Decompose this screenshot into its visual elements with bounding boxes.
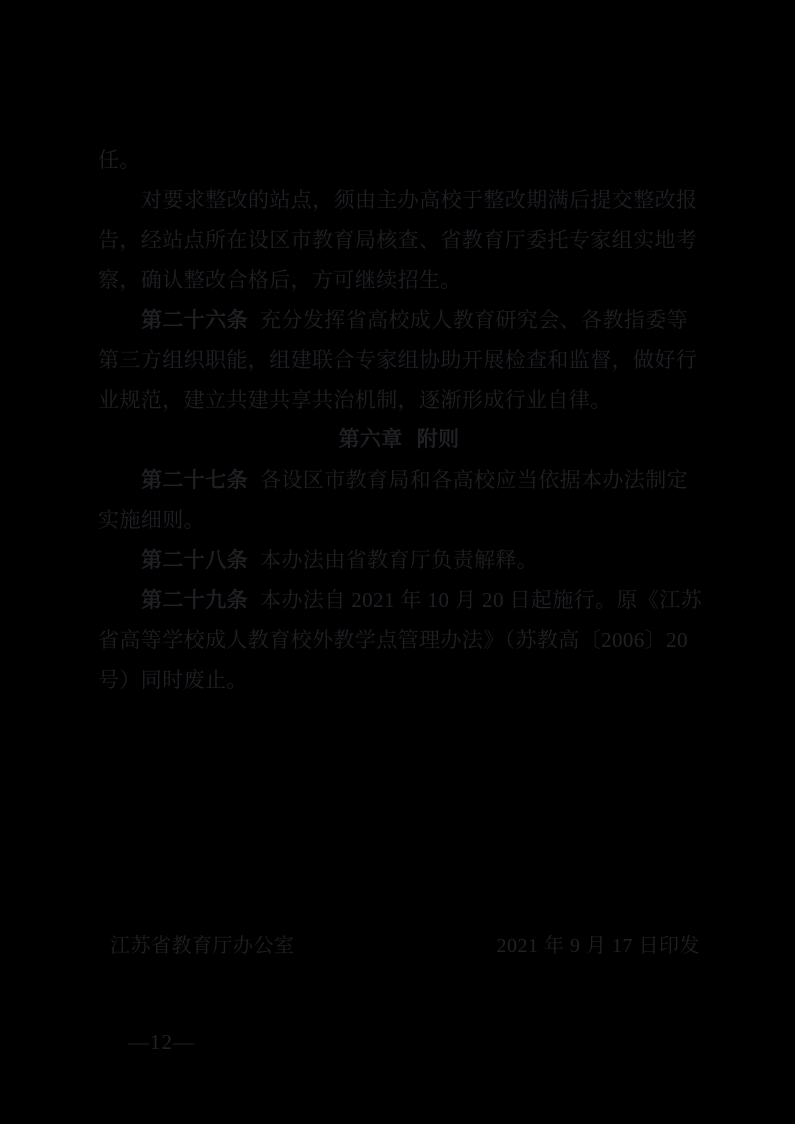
article-number: 第二十七条 <box>141 469 248 492</box>
line-text: 号）同时废止。 <box>98 668 248 692</box>
paragraph-line <box>98 260 700 300</box>
paragraph-line <box>98 140 700 180</box>
line-text: 第三方组织职能，组建联合专家组协助开展检查和监督，做好行 <box>98 348 698 372</box>
paragraph-line <box>98 380 700 420</box>
paragraph-line <box>98 580 703 620</box>
line-text: 业规范，建立共建共享共治机制，逐渐形成行业自律。 <box>98 388 612 412</box>
line-text: 充分发挥省高校成人教育研究会、各教指委等 <box>260 308 688 332</box>
paragraph-line <box>98 300 700 340</box>
article-number: 第二十九条 <box>141 589 248 612</box>
footer <box>110 932 700 960</box>
paragraph-line <box>98 620 700 660</box>
issuer-label: 江苏省教育厅办公室 <box>110 935 295 957</box>
text-block <box>98 140 703 700</box>
line-text: 本办法自 2021 年 10 月 20 日起施行。原《江苏 <box>260 588 703 612</box>
line-text: 告，经站点所在设区市教育局核查、省教育厅委托专家组实地考 <box>98 228 698 252</box>
line-text: 实施细则。 <box>98 508 205 532</box>
paragraph-line <box>98 220 700 260</box>
page-number: —12— <box>128 1030 195 1054</box>
article-number: 第二十六条 <box>141 309 248 332</box>
line-text: 省高等学校成人教育校外教学点管理办法》（苏教高〔2006〕20 <box>98 628 688 652</box>
line-text: 各设区市教育局和各高校应当依据本办法制定 <box>260 468 688 492</box>
paragraph-line <box>98 460 700 500</box>
line-text: 察，确认整改合格后，方可继续招生。 <box>98 268 462 292</box>
chapter-heading <box>98 420 700 460</box>
paragraph-line <box>98 660 700 700</box>
article-number: 第二十八条 <box>141 549 248 572</box>
paragraph-line <box>98 340 700 380</box>
line-text: 对要求整改的站点，须由主办高校于整改期满后提交整改报 <box>141 188 698 212</box>
chapter-number: 第六章 <box>338 428 403 451</box>
line-text: 本办法由省教育厅负责解释。 <box>260 548 539 572</box>
paragraph-line <box>98 540 700 580</box>
paragraph-line <box>98 180 700 220</box>
line-text: 任。 <box>98 148 141 172</box>
print-date: 2021 年 9 月 17 日印发 <box>496 935 700 957</box>
paragraph-line <box>98 500 700 540</box>
chapter-title: 附则 <box>416 428 460 451</box>
